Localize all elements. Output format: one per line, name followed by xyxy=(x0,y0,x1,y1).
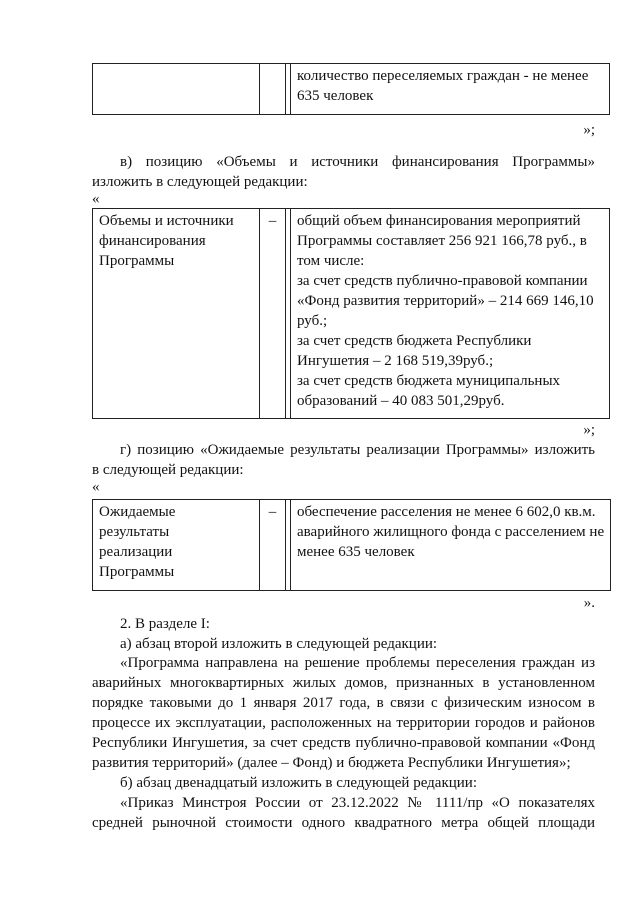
text-line: «Фонд развития территорий» – 214 669 146,10 xyxy=(297,293,594,309)
text-line: общий объем финансирования мероприятий xyxy=(297,213,581,229)
text-line: порядке таковыми до 1 января 2017 года, в связи с физическим износом в xyxy=(92,695,595,711)
text-line: Республики Ингушетия, за счет средств публично-правовой компании «Фонд xyxy=(92,735,595,751)
text-line: Объемы и источники xyxy=(99,213,234,229)
table-1-value-cell xyxy=(291,64,610,115)
text-line: том числе: xyxy=(297,253,365,269)
table-1-dash-cell xyxy=(260,64,286,115)
opening-quote-3: « xyxy=(92,479,100,495)
table-3 xyxy=(92,499,611,591)
table-2 xyxy=(92,208,610,419)
table-1 xyxy=(92,63,610,115)
text-line: за счет средств бюджета Республики xyxy=(297,333,532,349)
item-b-text: б) абзац двенадцатый изложить в следующей редакции: xyxy=(120,775,477,791)
text-line: Ингушетия – 2 168 519,39руб.; xyxy=(297,353,494,369)
text-line: финансирования xyxy=(99,233,206,249)
text-line: количество переселяемых граждан - не менее xyxy=(297,68,589,84)
text-line: средней рыночной стоимости одного квадратного метра общей площади xyxy=(92,815,595,831)
text-line: процессе их эксплуатации, расположенных на территории городов и районов xyxy=(92,715,595,731)
text-line: развития территорий» (далее – Фонд) и бюджета Республики Ингушетия»; xyxy=(92,755,571,771)
text-line: «Программа направлена на решение проблемы переселения граждан из xyxy=(120,655,595,671)
text-line: изложить в следующей редакции: xyxy=(92,174,308,190)
quote-b-paragraph xyxy=(92,793,595,833)
text-line: аварийного жилищного фонда с расселением не xyxy=(297,524,605,540)
text-line: «Приказ Минстроя России от 23.12.2022 № 1111/пр «О показателях xyxy=(120,795,595,811)
closing-quote-1: »; xyxy=(583,122,595,138)
table-1-label-cell xyxy=(93,64,260,115)
text-line: менее 635 человек xyxy=(297,544,415,560)
text-line: аварийных многоквартирных жилых домов, признанных в установленном xyxy=(92,675,595,691)
closing-quote-2: »; xyxy=(583,422,595,438)
table-3-value-cell xyxy=(291,500,611,591)
text-line: обеспечение расселения не менее 6 602,0 кв.м. xyxy=(297,504,596,520)
text-line: в следующей редакции: xyxy=(92,462,244,478)
text-line: образований – 40 083 501,29руб. xyxy=(297,393,505,409)
table-3-label-cell xyxy=(93,500,260,591)
text-line: в) позицию «Объемы и источники финансирования Программы» xyxy=(120,154,595,170)
text-line: 635 человек xyxy=(297,88,374,104)
table-2-dash-cell: – xyxy=(260,209,286,419)
text-line: руб.; xyxy=(297,313,328,329)
text-line: за счет средств бюджета муниципальных xyxy=(297,373,561,389)
quote-a-paragraph xyxy=(92,653,595,773)
text-line: Программы составляет 256 921 166,78 руб., в xyxy=(297,233,587,249)
text-line: Программы xyxy=(99,253,175,269)
paragraph-item-v xyxy=(92,152,595,192)
text-line: за счет средств публично-правовой компании xyxy=(297,273,588,289)
table-2-label-cell xyxy=(93,209,260,419)
item-a-text: а) абзац второй изложить в следующей редакции: xyxy=(120,636,438,652)
section-heading: 2. В разделе I: xyxy=(120,616,210,632)
paragraph-item-g xyxy=(92,440,595,480)
table-2-value-cell xyxy=(291,209,610,419)
table-3-dash-cell: – xyxy=(260,500,286,591)
opening-quote-2: « xyxy=(92,191,100,207)
text-line: г) позицию «Ожидаемые результаты реализации Программы» изложить xyxy=(120,442,595,458)
closing-quote-3: ». xyxy=(583,595,595,611)
text-line: Ожидаемые xyxy=(99,504,176,520)
text-line: результаты xyxy=(99,524,170,540)
text-line: реализации xyxy=(99,544,173,560)
text-line: Программы xyxy=(99,564,175,580)
